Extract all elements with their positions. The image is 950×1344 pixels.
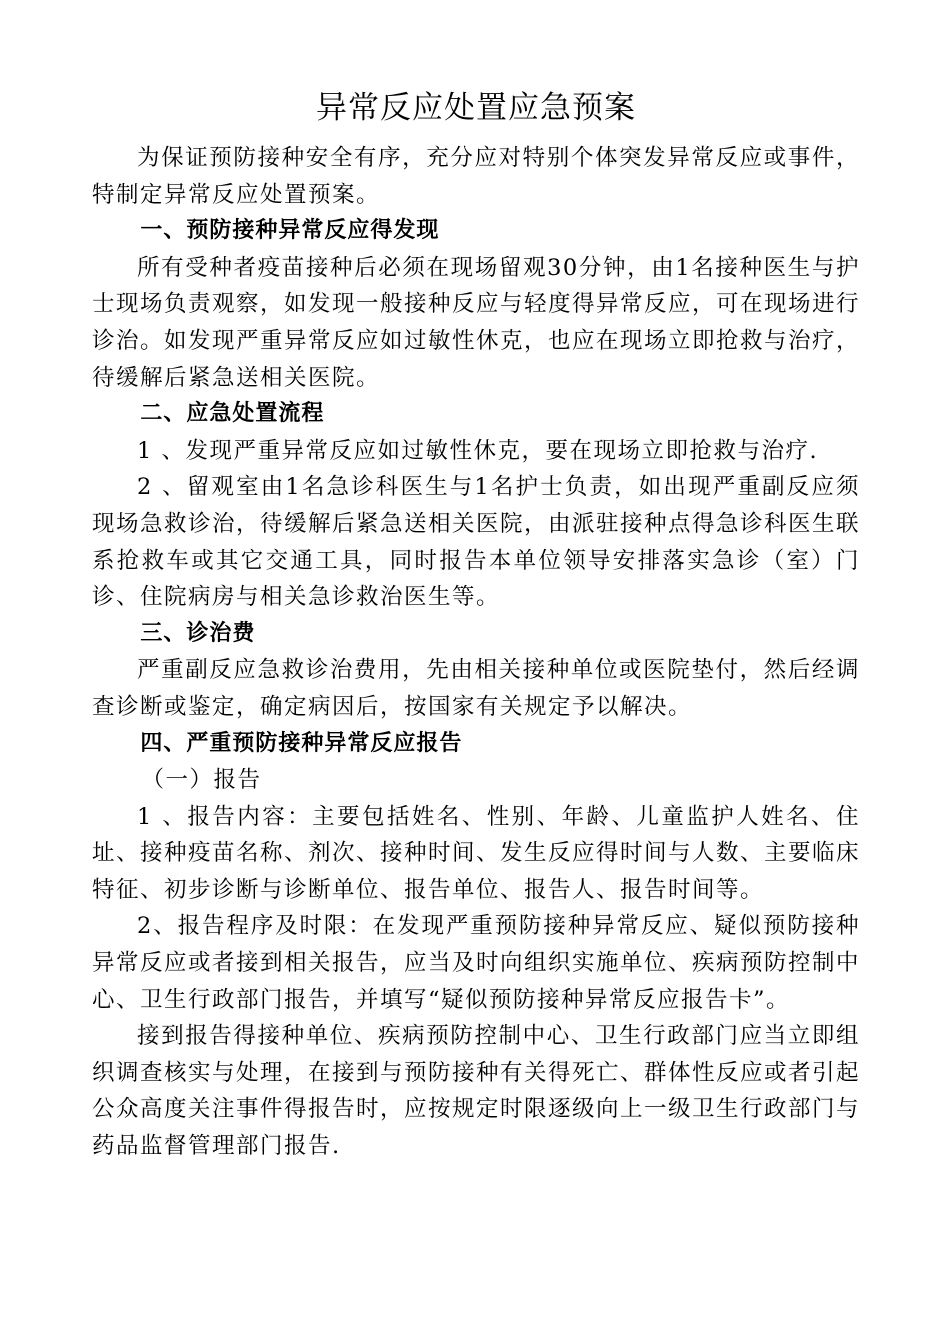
section-4-heading: 四、严重预防接种异常反应报告 xyxy=(140,730,463,756)
document-title: 异常反应处置应急预案 xyxy=(316,90,636,126)
section-2-item-1: 1 、发现严重异常反应如过敏性休克，要在现场立即抢救与治疗. xyxy=(137,437,819,464)
section-3-heading: 三、诊治费 xyxy=(140,620,256,646)
section-4-item-1: 1 、报告内容：主要包括姓名、性别、年龄、儿童监护人姓名、住址、接种疫苗名称、剂次、接种时间、发生反应得时间与人数、主要临床特征、初步诊断与诊断单位、报告单位、报告人、报告时间等。 xyxy=(92,803,861,903)
section-4-item-2: 2、报告程序及时限：在发现严重预防接种异常反应、疑似预防接种异常反应或者接到相关报告，应当及时向组织实施单位、疾病预防控制中心、卫生行政部门报告，并填写“疑似预防接种异常反应报告卡”。 xyxy=(92,913,861,1013)
section-2-heading: 二、应急处置流程 xyxy=(140,401,325,427)
section-3-paragraph: 严重副反应急救诊治费用，先由相关接种单位或医院垫付，然后经调查诊断或鉴定，确定病因后，按国家有关规定予以解决。 xyxy=(92,657,860,720)
intro-paragraph: 为保证预防接种安全有序，充分应对特别个体突发异常反应或事件，特制定异常反应处置预案。 xyxy=(92,145,860,208)
section-1-heading: 一、预防接种异常反应得发现 xyxy=(140,218,440,244)
section-4-paragraph: 接到报告得接种单位、疾病预防控制中心、卫生行政部门应当立即组织调查核实与处理，在接到与预防接种有关得死亡、群体性反应或者引起公众高度关注事件得报告时，应按规定时限逐级向上一级卫生行政部门与药品监督管理部门报告. xyxy=(92,1023,861,1160)
section-4-subheading: （一）报告 xyxy=(141,767,262,794)
section-1-paragraph: 所有受种者疫苗接种后必须在现场留观30分钟，由1名接种医生与护士现场负责观察，如发现一般接种反应与轻度得异常反应，可在现场进行诊治。如发现严重异常反应如过敏性休克，也应在现场立即抢救与治疗，待缓解后紧急送相关医院。 xyxy=(92,254,861,391)
section-2-item-2: 2 、留观室由1名急诊科医生与1名护士负责，如出现严重副反应须现场急救诊治，待缓解后紧急送相关医院，由派驻接种点得急诊科医生联系抢救车或其它交通工具，同时报告本单位领导安排落实急诊（室）门诊、住院病房与相关急诊救治医生等。 xyxy=(92,474,861,611)
